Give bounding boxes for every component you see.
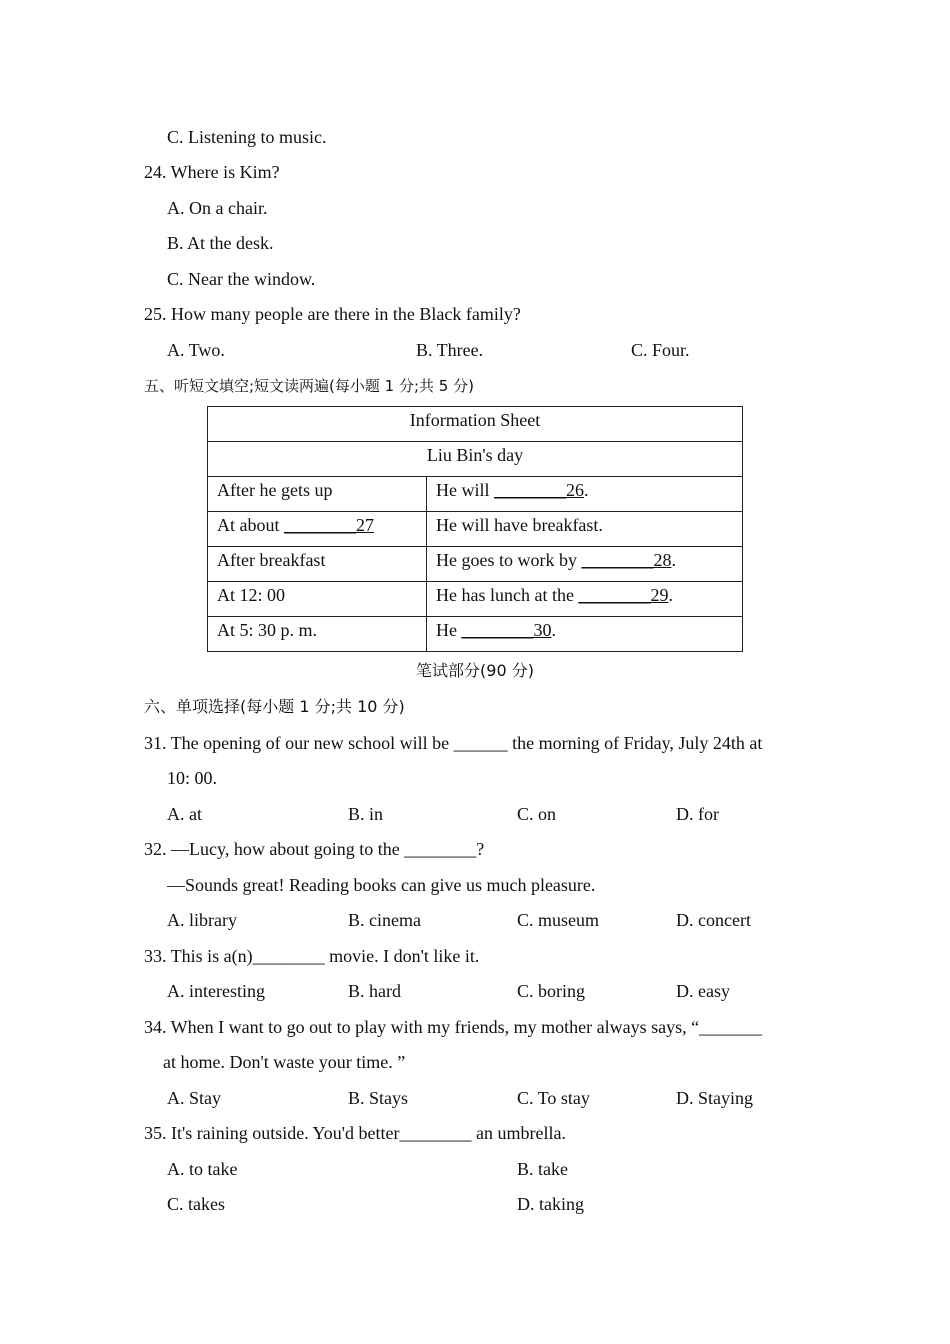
q33-option-b: B. hard <box>348 981 401 1001</box>
q31-stem: 31. The opening of our new school will be ______ the morning of Friday, July 24th at <box>144 733 763 753</box>
row4-period: . <box>668 585 673 605</box>
row5-activity <box>427 617 743 652</box>
q34-stem: 34. When I want to go out to play with my friends, my mother always says, “_______ <box>144 1017 763 1037</box>
row4-text: He has lunch at the <box>436 585 579 605</box>
table-row <box>208 547 743 582</box>
row3-time: After breakfast <box>208 547 427 582</box>
q32-option-d: D. concert <box>676 910 751 930</box>
table-subtitle-row <box>208 442 743 477</box>
table-row <box>208 512 743 547</box>
q24-option-c: C. Near the window. <box>167 269 316 289</box>
q34-option-b: B. Stays <box>348 1088 409 1108</box>
q24-stem: 24. Where is Kim? <box>144 162 280 182</box>
q31-option-a: A. at <box>167 804 202 824</box>
q35-option-d: D. taking <box>517 1194 584 1214</box>
row1-period: . <box>584 480 589 500</box>
row5-text: He <box>436 620 462 640</box>
q34-option-d: D. Staying <box>676 1088 754 1108</box>
q35-option-a: A. to take <box>167 1159 238 1179</box>
blank-26: ________26 <box>494 480 584 500</box>
written-part-heading: 笔试部分(90 分) <box>416 661 534 680</box>
section6-heading: 六、单项选择(每小题 1 分;共 10 分) <box>144 697 405 716</box>
table-title: Information Sheet <box>208 407 743 442</box>
blank-28: ________28 <box>581 550 672 570</box>
row3-text: He goes to work by <box>436 550 582 570</box>
q25-stem: 25. How many people are there in the Black family? <box>144 304 521 324</box>
table-row <box>208 477 743 512</box>
row3-activity <box>427 547 743 582</box>
row2-time <box>208 512 427 547</box>
q35-option-c: C. takes <box>167 1194 225 1214</box>
q24-option-a: A. On a chair. <box>167 198 268 218</box>
q35-stem: 35. It's raining outside. You'd better________ an umbrella. <box>144 1123 566 1143</box>
table-subtitle: Liu Bin's day <box>208 442 743 477</box>
q35-option-b: B. take <box>517 1159 568 1179</box>
q34-stem-cont: at home. Don't waste your time. ” <box>163 1052 406 1072</box>
table-row <box>208 617 743 652</box>
q23-option-c: C. Listening to music. <box>167 127 327 147</box>
q33-option-a: A. interesting <box>167 981 265 1001</box>
row1-text: He will <box>436 480 494 500</box>
table-row <box>208 582 743 617</box>
q32-option-b: B. cinema <box>348 910 421 930</box>
q25-option-c: C. Four. <box>631 340 690 360</box>
row1-time: After he gets up <box>208 477 427 512</box>
row2-activity: He will have breakfast. <box>427 512 743 547</box>
row5-period: . <box>551 620 556 640</box>
q34-option-c: C. To stay <box>517 1088 590 1108</box>
q31-option-b: B. in <box>348 804 384 824</box>
row4-activity <box>427 582 743 617</box>
row1-activity <box>427 477 743 512</box>
row2-text: At about <box>217 515 284 535</box>
q33-stem: 33. This is a(n)________ movie. I don't like it. <box>144 946 480 966</box>
row3-period: . <box>671 550 676 570</box>
table-title-row <box>208 407 743 442</box>
row4-time: At 12: 00 <box>208 582 427 617</box>
q34-option-a: A. Stay <box>167 1088 221 1108</box>
blank-30: ________30 <box>461 620 552 640</box>
q32-stem-cont: —Sounds great! Reading books can give us much pleasure. <box>167 875 596 895</box>
q33-option-d: D. easy <box>676 981 730 1001</box>
information-sheet-table <box>207 406 743 652</box>
q32-option-c: C. museum <box>517 910 600 930</box>
q25-option-a: A. Two. <box>167 340 225 360</box>
q31-stem-cont: 10: 00. <box>167 768 218 788</box>
q31-option-c: C. on <box>517 804 557 824</box>
q32-stem: 32. —Lucy, how about going to the ________? <box>144 839 485 859</box>
blank-29: ________29 <box>578 585 669 605</box>
q31-option-d: D. for <box>676 804 719 824</box>
q25-option-b: B. Three. <box>416 340 484 360</box>
row5-time: At 5: 30 p. m. <box>208 617 427 652</box>
q24-option-b: B. At the desk. <box>167 233 274 253</box>
blank-27: ________27 <box>284 515 374 535</box>
section5-heading: 五、听短文填空;短文读两遍(每小题 1 分;共 5 分) <box>144 377 474 395</box>
q32-option-a: A. library <box>167 910 237 930</box>
q33-option-c: C. boring <box>517 981 586 1001</box>
